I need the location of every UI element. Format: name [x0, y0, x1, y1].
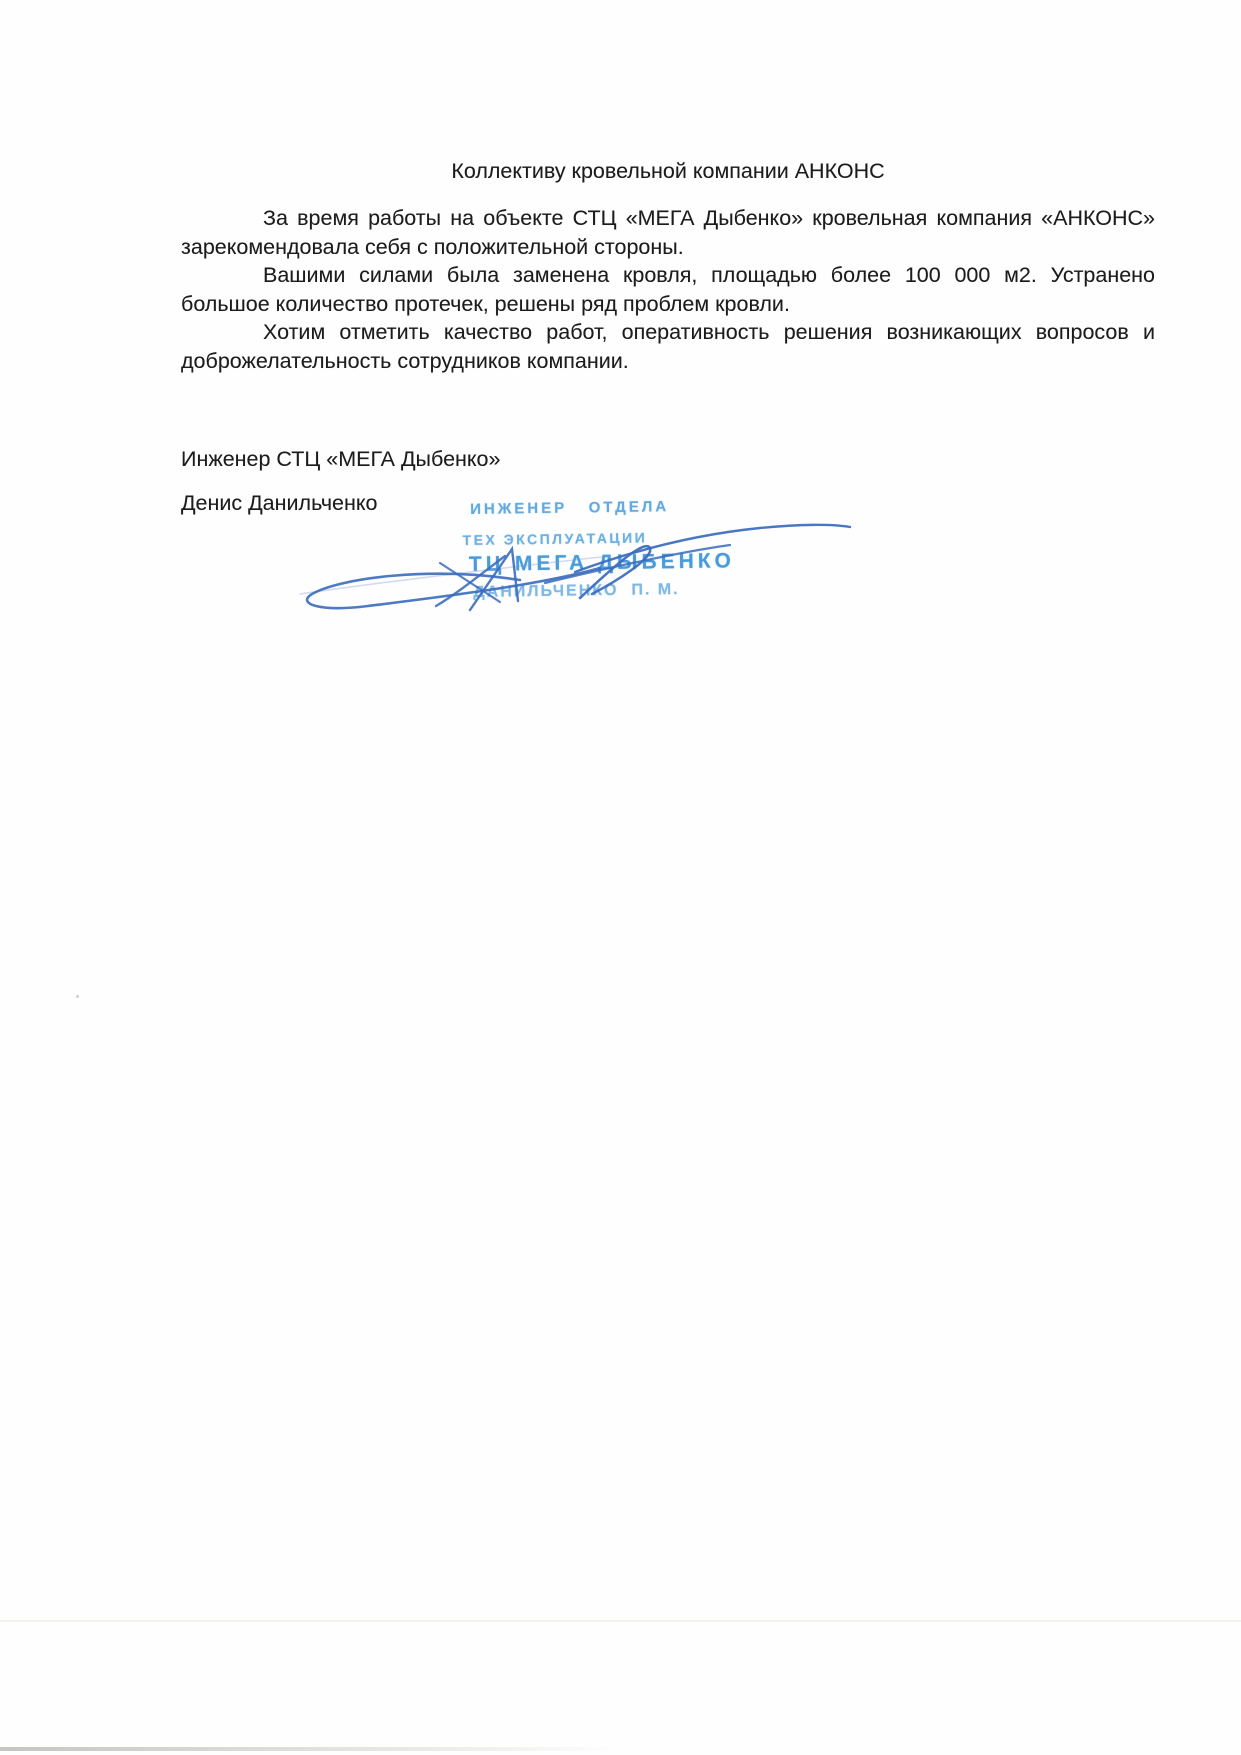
stamp-line-engineer: ИНЖЕНЕР ОТДЕЛА [470, 498, 670, 518]
letter-title: Коллективу кровельной компании АНКОНС [451, 159, 885, 183]
scan-artifact-bottom-line [0, 1747, 620, 1751]
signoff-name-line: Денис Данильченко [181, 491, 378, 515]
scan-artifact-line [0, 1620, 1241, 1622]
stamp-line-name: ДАНИЛЬЧЕНКО П. М. [473, 581, 680, 601]
stamp-line-mall: ТЦ МЕГА ДЫБЕНКО [468, 549, 736, 577]
stamp-line-department: ТЕХ ЭКСПЛУАТАЦИИ [462, 529, 648, 549]
letter-body [181, 204, 1155, 376]
handwritten-signature [260, 485, 900, 625]
signoff-position-line: Инженер СТЦ «МЕГА Дыбенко» [181, 447, 501, 471]
paragraph-2: Вашими силами была заменена кровля, площадью более 100 000 м2. Устранено большое количество протечек, решены ряд проблем кровли. [181, 263, 1155, 316]
paragraph-1: За время работы на объекте СТЦ «МЕГА Дыбенко» кровельная компания «АНКОНС» зарекомендовала себя с положительной стороны. [181, 206, 1155, 259]
paragraph-3: Хотим отметить качество работ, оперативность решения возникающих вопросов и доброжелательность сотрудников компании. [181, 320, 1155, 373]
scan-artifact-dot [76, 995, 79, 998]
